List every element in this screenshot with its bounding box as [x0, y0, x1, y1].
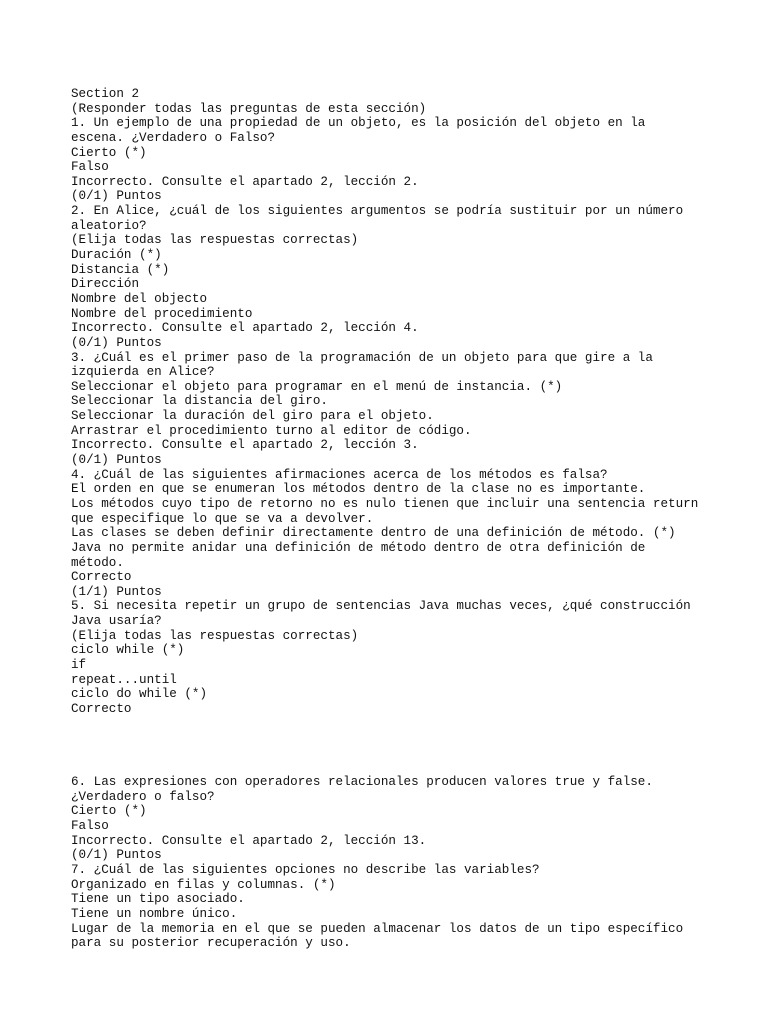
- text-line: 3. ¿Cuál es el primer paso de la programación de un objeto para que gire a la: [71, 350, 653, 365]
- text-line: ciclo do while (*): [71, 687, 208, 702]
- text-line: Falso: [71, 819, 109, 834]
- text-line: 2. En Alice, ¿cuál de los siguientes argumentos se podría sustituir por un número: [71, 204, 684, 219]
- text-line: Falso: [71, 160, 109, 175]
- text-line: Incorrecto. Consulte el apartado 2, lección 13.: [71, 833, 427, 848]
- document-page: [71, 87, 731, 951]
- text-line: (Responder todas las preguntas de esta sección): [71, 101, 427, 116]
- text-line: Java no permite anidar una definición de método dentro de otra definición de: [71, 540, 646, 555]
- text-line: Nombre del objecto: [71, 291, 208, 306]
- text-line: Seleccionar el objeto para programar en el menú de instancia. (*): [71, 379, 563, 394]
- text-line: 6. Las expresiones con operadores relacionales producen valores true y false.: [71, 775, 653, 790]
- text-line: (0/1) Puntos: [71, 848, 162, 863]
- text-line: ¿Verdadero o falso?: [71, 789, 215, 804]
- text-line: Cierto (*): [71, 804, 147, 819]
- text-line: 5. Si necesita repetir un grupo de sentencias Java muchas veces, ¿qué construcción: [71, 599, 691, 614]
- text-line: Organizado en filas y columnas. (*): [71, 877, 336, 892]
- text-line: if: [71, 657, 87, 672]
- text-line: Correcto: [71, 570, 132, 585]
- text-line: Cierto (*): [71, 145, 147, 160]
- text-line: Duración (*): [71, 248, 162, 263]
- text-line: El orden en que se enumeran los métodos dentro de la clase no es importante.: [71, 482, 646, 497]
- text-line: (Elija todas las respuestas correctas): [71, 628, 359, 643]
- text-line: aleatorio?: [71, 218, 147, 233]
- text-line: para su posterior recuperación y uso.: [71, 936, 351, 951]
- text-line: Dirección: [71, 277, 140, 292]
- text-line: Tiene un nombre único.: [71, 906, 238, 921]
- text-line: Correcto: [71, 701, 132, 716]
- text-line: Distancia (*): [71, 262, 170, 277]
- text-line: repeat...until: [71, 672, 177, 687]
- text-line: 7. ¿Cuál de las siguientes opciones no describe las variables?: [71, 862, 540, 877]
- text-block-continued: [71, 775, 731, 951]
- blank-gap: [71, 717, 731, 776]
- text-line: Incorrecto. Consulte el apartado 2, lección 4.: [71, 321, 419, 336]
- text-line: Lugar de la memoria en el que se pueden almacenar los datos de un tipo específico: [71, 921, 684, 936]
- text-line: Las clases se deben definir directamente dentro de una definición de método. (*): [71, 526, 676, 541]
- text-line: ciclo while (*): [71, 643, 185, 658]
- text-line: Seleccionar la duración del giro para el objeto.: [71, 409, 434, 424]
- text-line: (0/1) Puntos: [71, 189, 162, 204]
- text-line: (Elija todas las respuestas correctas): [71, 233, 359, 248]
- text-block-section-2: [71, 87, 731, 717]
- text-line: Nombre del procedimiento: [71, 306, 253, 321]
- text-line: Incorrecto. Consulte el apartado 2, lección 2.: [71, 174, 419, 189]
- text-line: Tiene un tipo asociado.: [71, 892, 245, 907]
- text-line: Incorrecto. Consulte el apartado 2, lección 3.: [71, 438, 419, 453]
- text-line: Section 2: [71, 87, 140, 101]
- text-line: método.: [71, 555, 124, 570]
- text-line: (0/1) Puntos: [71, 335, 162, 350]
- text-line: que especifique lo que se va a devolver.: [71, 511, 374, 526]
- text-line: Arrastrar el procedimiento turno al editor de código.: [71, 423, 472, 438]
- text-line: Seleccionar la distancia del giro.: [71, 394, 328, 409]
- text-line: escena. ¿Verdadero o Falso?: [71, 130, 276, 145]
- text-line: Los métodos cuyo tipo de retorno no es nulo tienen que incluir una sentencia return: [71, 496, 699, 511]
- text-line: Java usaría?: [71, 614, 162, 629]
- text-line: (1/1) Puntos: [71, 584, 162, 599]
- text-line: 1. Un ejemplo de una propiedad de un objeto, es la posición del objeto en la: [71, 116, 646, 131]
- text-line: izquierda en Alice?: [71, 365, 215, 380]
- text-line: 4. ¿Cuál de las siguientes afirmaciones acerca de los métodos es falsa?: [71, 467, 608, 482]
- text-line: (0/1) Puntos: [71, 453, 162, 468]
